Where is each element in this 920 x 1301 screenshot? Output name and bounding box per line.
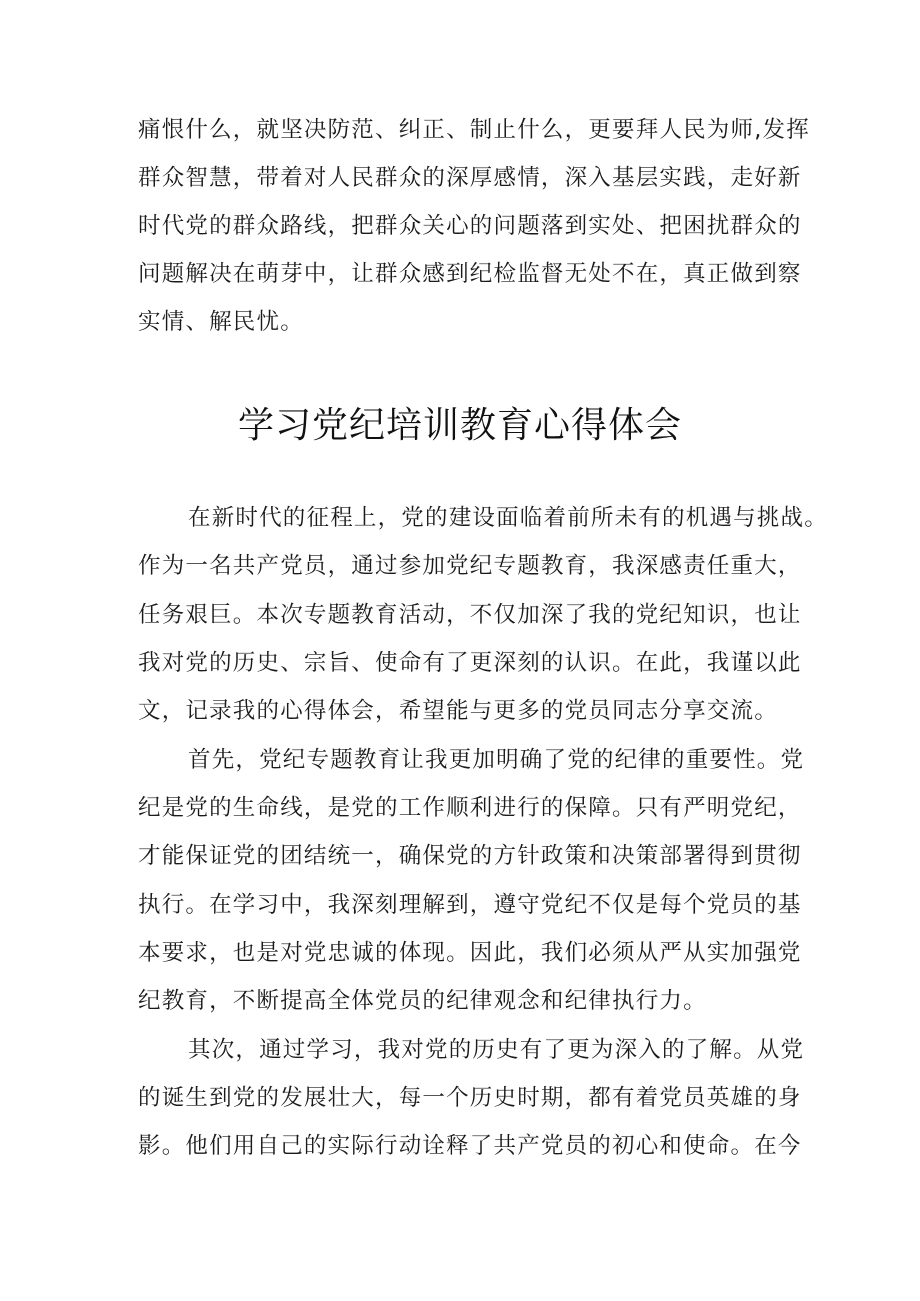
p2-line-6: 纪教育，不断提高全体党员的纪律观念和纪律执行力。	[138, 988, 707, 1014]
p1-line-4: 我对党的历史、宗旨、使命有了更深刻的认识。在此，我谨以此	[138, 650, 802, 676]
intro-line-5: 实情、解民忧。	[138, 309, 304, 335]
p2-line-4: 执行。在学习中，我深刻理解到，遵守党纪不仅是每个党员的基	[138, 892, 802, 918]
p3-line-1: 其次，通过学习，我对党的历史有了更为深入的了解。从党	[188, 1037, 805, 1063]
p1-line-3: 任务艰巨。本次专题教育活动，不仅加深了我的党纪知识，也让	[138, 602, 802, 628]
p3-line-2: 的诞生到党的发展壮大，每一个历史时期，都有着党员英雄的身	[138, 1085, 802, 1111]
intro-line-4: 问题解决在萌芽中，让群众感到纪检监督无处不在，真正做到察	[138, 261, 802, 287]
p3-line-3: 影。他们用自己的实际行动诠释了共产党员的初心和使命。在今	[138, 1133, 802, 1159]
p2-line-2: 纪是党的生命线，是党的工作顺利进行的保障。只有严明党纪，	[138, 795, 802, 821]
p1-line-5: 文，记录我的心得体会，希望能与更多的党员同志分享交流。	[138, 698, 778, 724]
intro-line-2: 群众智慧，带着对人民群众的深厚感情，深入基层实践，走好新	[138, 165, 802, 191]
p1-line-2: 作为一名共产党员，通过参加党纪专题教育，我深感责任重大，	[138, 553, 802, 579]
p2-line-5: 本要求，也是对党忠诚的体现。因此，我们必须从严从实加强党	[138, 940, 802, 966]
intro-line-1: 痛恨什么，就坚决防范、纠正、制止什么，更要拜人民为师,发挥	[138, 117, 810, 143]
intro-line-3: 时代党的群众路线，把群众关心的问题落到实处、把困扰群众的	[138, 213, 802, 239]
p2-line-3: 才能保证党的团结统一，确保党的方针政策和决策部署得到贯彻	[138, 843, 802, 869]
p2-line-1: 首先，党纪专题教育让我更加明确了党的纪律的重要性。党	[188, 747, 805, 773]
article-title: 学习党纪培训教育心得体会	[237, 405, 682, 446]
p1-line-1: 在新时代的征程上，党的建设面临着前所未有的机遇与挑战。	[188, 505, 828, 531]
